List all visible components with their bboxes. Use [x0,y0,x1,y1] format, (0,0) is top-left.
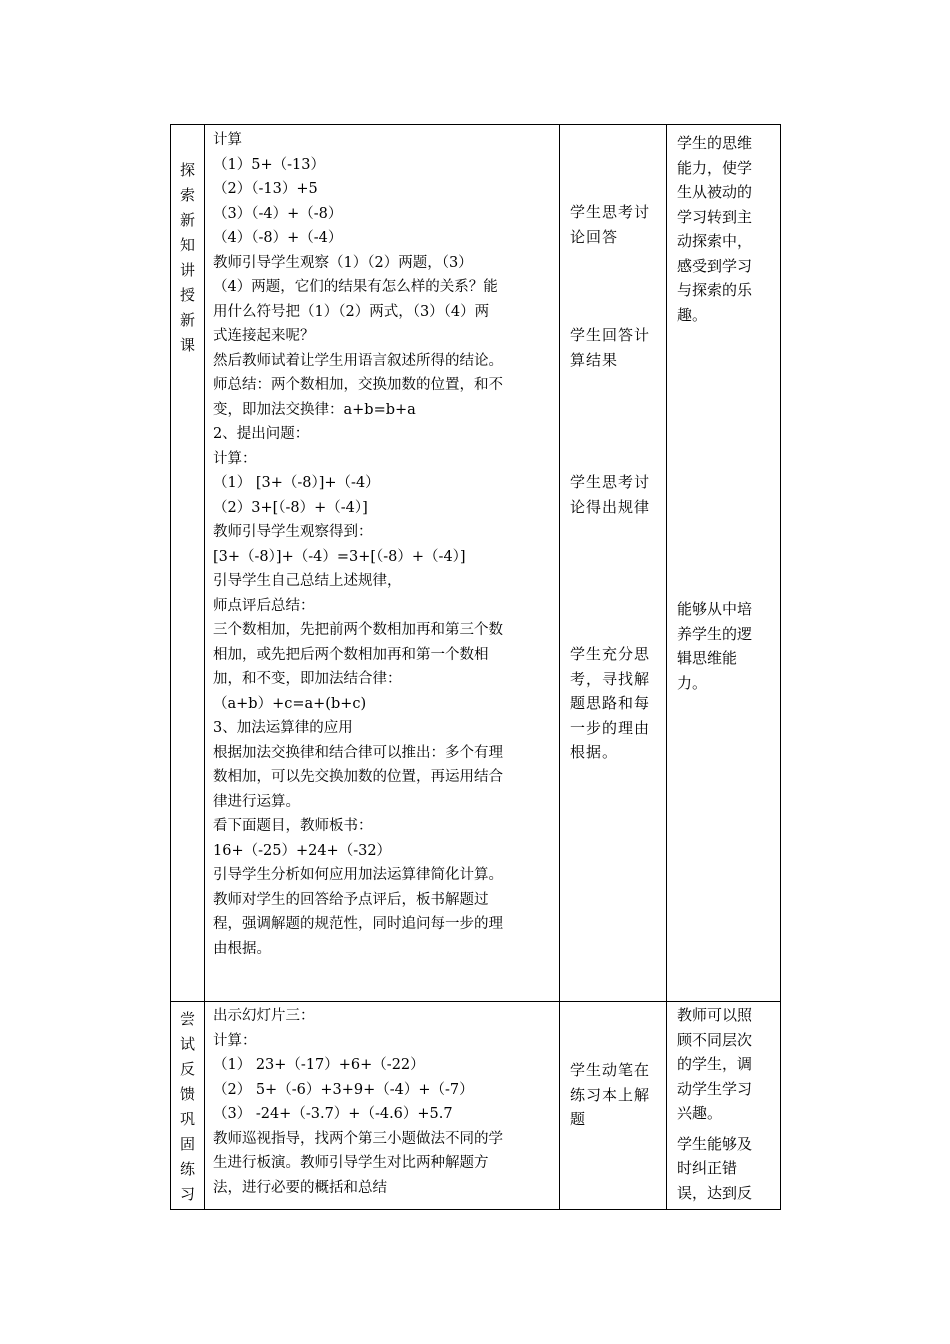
design-intent-cell [667,1002,781,1210]
text-line: 误，达到反 [677,1183,753,1202]
text-line: 根据。 [570,743,619,761]
text-line: 动探索中， [677,232,753,250]
stage-char: 新 [179,311,195,329]
stage-char: 试 [179,1035,195,1053]
text-line: 学生动笔在 [570,1061,651,1079]
text-line: （2）（-13）+5 [213,181,318,197]
text-line: 引导学生自己总结上述规律， [213,573,402,589]
stage-char: 讲 [179,261,195,279]
text-line: 3、加法运算律的应用 [213,720,353,736]
text-line: 教师巡视指导，找两个第三小题做法不同的学 [213,1130,503,1147]
stage-char: 固 [179,1135,195,1153]
text-line: 式连接起来呢？ [213,328,315,344]
text-line: （3）（-4）+（-8） [213,205,343,222]
text-line: 教师引导学生观察（1）（2）两题，（3） [213,254,473,271]
text-line: 由根据。 [213,940,271,957]
text-line: 能够从中培 [677,600,753,618]
text-line: 练习本上解 [570,1085,651,1104]
text-line: 与探索的乐 [677,281,753,299]
stage-char: 课 [179,336,195,354]
text-line: 能力，使学 [677,158,753,177]
text-line: 教师对学生的回答给予点评后，板书解题过 [213,891,489,908]
stage-cell [171,1002,205,1210]
table-row [171,125,781,1002]
teacher-activity-cell [205,125,560,1002]
text-line: 根据加法交换律和结合律可以推出：多个有理 [213,744,503,761]
text-line: 养学生的逻 [677,624,753,643]
text-line: 一步的理由 [570,718,651,737]
text-line: 顾不同层次 [677,1030,753,1049]
text-line: 兴趣。 [677,1104,723,1122]
text-line: 题 [570,1110,587,1128]
text-line: 学习转到主 [677,207,753,226]
text-line: 论得出规律 [570,497,651,516]
text-line: 时纠正错 [677,1159,738,1177]
text-line: 变，即加法交换律：a+b=b+a [213,401,416,418]
text-line: 程，强调解题的规范性，同时追问每一步的理 [213,916,503,932]
text-line: 考，寻找解 [570,669,651,688]
design-intent-cell [667,125,781,1002]
text-line: 生进行板演。教师引导学生对比两种解题方 [213,1155,489,1171]
text-line: 学生思考讨 [570,473,651,491]
text-line: 师点评后总结： [213,597,315,614]
text-line: （1）5+（-13） [213,156,325,173]
text-line: 看下面题目，教师板书： [213,818,373,834]
stage-cell [171,125,205,1002]
stage-char: 反 [179,1060,195,1078]
text-line: 辑思维能 [677,649,738,667]
text-line: （1） 23+（-17）+6+（-22） [213,1057,425,1073]
lesson-plan-table [170,124,781,1210]
text-line: （3） -24+（-3.7）+（-4.6）+5.7 [213,1106,453,1122]
text-line: 感受到学习 [677,256,753,275]
text-line: 律进行运算。 [213,793,300,810]
text-line: 生从被动的 [677,183,753,201]
stage-char: 巩 [179,1110,195,1128]
student-activity-cell [560,125,667,1002]
stage-char: 尝 [179,1010,195,1028]
text-line: 学生充分思 [570,645,651,663]
text-line: （1） [3+（-8）]+（-4） [213,475,380,491]
stage-char: 索 [179,186,195,204]
text-line: 算结果 [570,350,619,369]
text-line: 法，进行必要的概括和总结 [213,1179,387,1196]
text-line: 教师可以照 [677,1006,753,1024]
student-activity-cell [560,1002,667,1210]
text-line: 加，和不变，即加法结合律： [213,671,402,687]
text-line: 学生回答计 [570,326,651,344]
text-line: 学生的思维 [677,134,753,152]
text-line: （2） 5+（-6）+3+9+（-4）+（-7） [213,1081,474,1098]
stage-char: 馈 [179,1085,195,1103]
text-line: 引导学生分析如何应用加法运算律简化计算。 [213,867,503,883]
text-line: 出示幻灯片三： [213,1008,315,1024]
text-line: 学生能够及 [677,1134,753,1153]
stage-char: 授 [179,286,195,304]
text-line: 计算： [213,1032,257,1049]
table-row [171,1002,781,1210]
text-line: 师总结：两个数相加，交换加数的位置，和不 [213,377,503,393]
text-line: 题思路和每 [570,694,651,712]
text-line: 三个数相加，先把前两个数相加再和第三个数 [213,622,503,638]
stage-char: 习 [179,1185,195,1203]
text-line: （4）两题，它们的结果有怎么样的关系？能 [213,279,498,295]
text-line: 计算 [213,132,242,148]
text-line: 16+（-25）+24+（-32） [213,842,392,859]
text-line: （2）3+[（-8）+（-4）] [213,499,368,516]
text-line: 用什么符号把（1）（2）两式，（3）（4）两 [213,303,490,320]
text-line: 然后教师试着让学生用语言叙述所得的结论。 [213,352,503,369]
stage-char: 练 [179,1160,195,1178]
text-line: 的学生，调 [677,1055,753,1073]
text-line: 论回答 [570,227,619,246]
text-line: 教师引导学生观察得到： [213,524,373,540]
text-line: 力。 [677,673,708,692]
teacher-activity-cell [205,1002,560,1210]
text-line: 相加，或先把后两个数相加再和第一个数相 [213,646,489,663]
text-line: （4）（-8）+（-4） [213,230,343,246]
stage-char: 知 [179,236,195,254]
text-line: 2、提出问题： [213,426,310,442]
stage-char: 新 [179,211,195,229]
text-line: 动学生学习 [677,1079,753,1098]
text-line: （a+b）+c=a+(b+c) [213,695,367,712]
text-line: 趣。 [677,305,708,324]
text-line: [3+（-8）]+（-4）=3+[（-8）+（-4）] [213,548,466,565]
text-line: 数相加，可以先交换加数的位置，再运用结合 [213,769,503,785]
text-line: 学生思考讨 [570,203,651,221]
stage-char: 探 [179,161,195,179]
text-line: 计算： [213,450,257,467]
